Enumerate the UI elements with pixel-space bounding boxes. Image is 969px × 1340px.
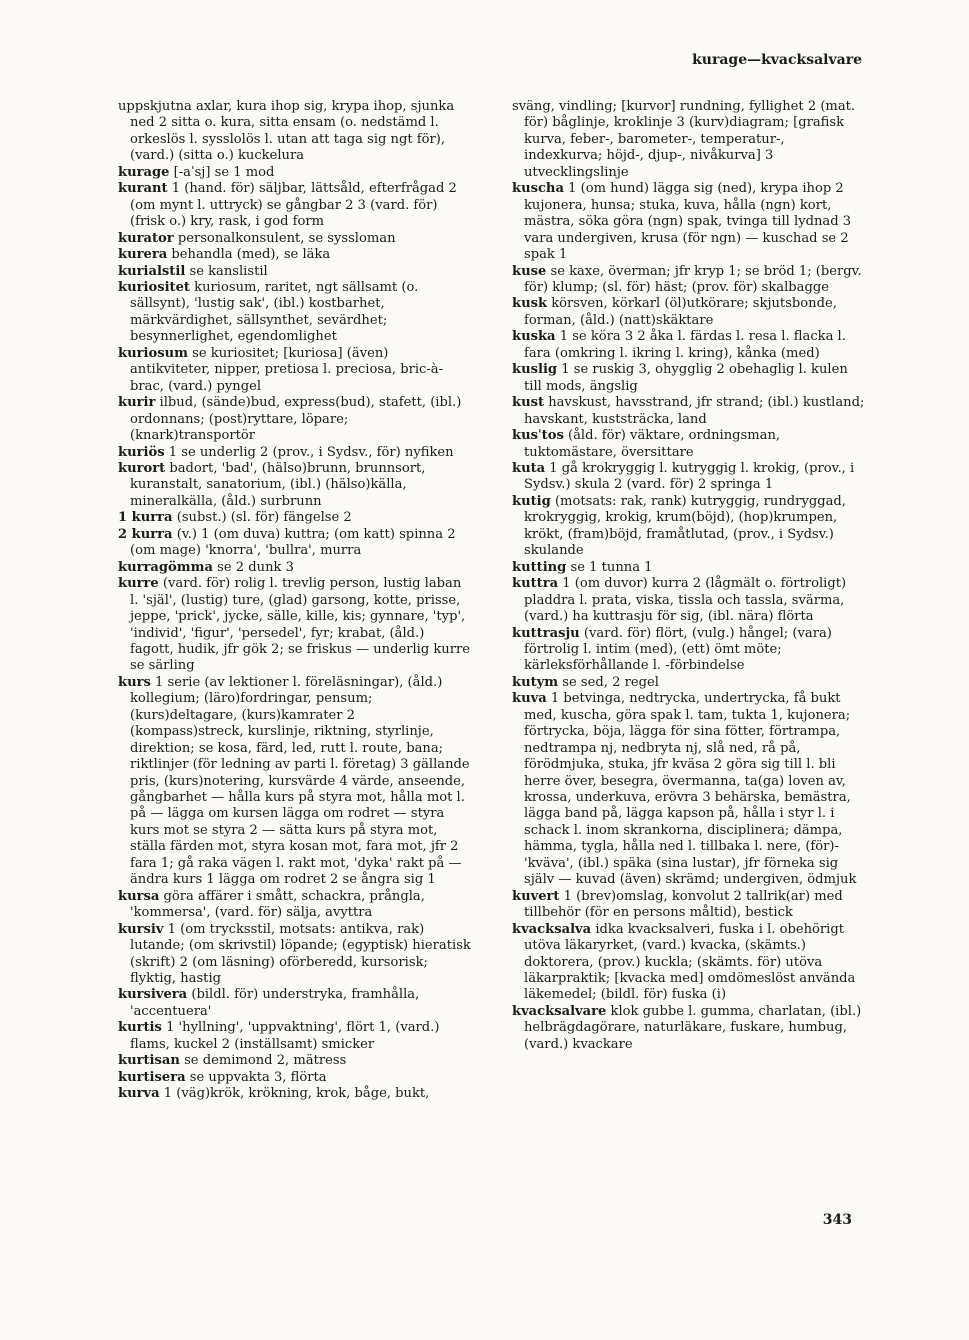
headword: kurage [118,164,170,180]
headword: kuriositet [118,279,190,295]
definition: 1 se köra 3 2 åka l. färdas l. resa l. flacka l. fara (omkring l. ikring l. kring), kånka (med) [524,329,846,361]
dictionary-entry [118,889,472,922]
definition: (bildl. för) understryka, framhålla, 'accentuera' [130,987,420,1019]
definition: 1 (om trycksstil, motsats: antikva, rak) lutande; (om skrivstil) löpande; (egyptisk) hieratisk (skrift) 2 (om läsning) oförberedd, kursorisk; flyktig, hastig [130,921,471,987]
definition: 1 (om duvor) kurra 2 (lågmält o. förtroligt) pladdra l. prata, viska, tissla och tassla, svärma, (vard.) ha kuttrasju för sig, (ibl. nära) flörta [524,576,847,625]
definition: badort, 'bad', (hälso)brunn, brunnsort, kuranstalt, sanatorium, (ibl.) (hälso)källa, mineralkälla, (åld.) surbrunn [130,460,426,509]
definition: (v.) 1 (om duva) kuttra; (om katt) spinna 2 (om mage) 'knorra', 'bullra', murra [130,526,456,559]
definition: se uppvakta 3, flörta [189,1069,327,1085]
dictionary-entry [118,1020,472,1053]
dictionary-entry [118,280,472,346]
headword: kurator [118,230,174,246]
headword: kuta [512,460,546,476]
definition: göra affärer i smått, schackra, prångla, 'kommersa', (vard. för) sälja, avyttra [130,888,425,921]
left-column [118,99,472,1103]
dictionary-entry [512,560,866,576]
definition: idka kvacksalveri, fuska i l. obehörigt utöva läkaryrket, (vard.) kvacka, (skämts.) doktorera, (prov.) kuckla; (skämts. för) utöva läkarpraktik; [kvacka med] omdömeslöst använda läkemedel; (bildl. för) fuska (i) [524,921,856,1003]
definition: se 2 dunk 3 [217,559,294,575]
definition: se kaxe, överman; jfr kryp 1; se bröd 1; (bergv. för) klump; (sl. för) häst; (prov. för) skalbagge [524,263,862,295]
headword: kurant [118,181,168,197]
definition: 1 'hyllning', 'uppvaktning', flört 1, (vard.) flams, kuckel 2 (inställsamt) smicker [130,1020,440,1052]
definition: 1 (om hund) lägga sig (ned), krypa ihop 2 kujonera, hunsa; stuka, kuva, hålla (ngn) kort, mästra, söka göra (ngn) spak, tvinga till lydnad 3 vara undergiven, krusa (för ngn) — kuschad se 2 spak 1 [524,181,852,263]
definition: 1 se ruskig 3, ohygglig 2 obehaglig l. kulen till mods, ängslig [524,362,848,394]
dictionary-entry [118,461,472,510]
headword: kurir [118,395,156,411]
headword: kuscha [512,181,564,197]
definition: personalkonsulent, se syssloman [177,230,396,246]
dictionary-entry [512,461,866,494]
headword: kurtis [118,1020,162,1036]
headword: kuska [512,329,556,345]
dictionary-entry [118,165,472,181]
definition: se demimond 2, mätress [184,1053,347,1069]
dictionary-entry [512,362,866,395]
headword: 1 kurra [118,510,173,526]
definition: 1 (väg)krök, krökning, krok, båge, bukt, [163,1086,430,1102]
headword: kurtisan [118,1053,180,1069]
dictionary-entry [118,247,472,263]
headword: kusk [512,296,548,312]
headword: kursa [118,888,160,904]
headword: kusˈtos [512,428,564,444]
dictionary-entry [512,922,866,1004]
definition: [-aˈsj] se 1 mod [173,164,275,180]
dictionary-entry [118,231,472,247]
definition: klok gubbe l. gumma, charlatan, (ibl.) helbrägdagörare, naturläkare, fuskare, humbug, (vard.) kvackare [524,1003,862,1052]
definition: 1 (hand. för) säljbar, lättsåld, efterfrågad 2 (om mynt l. uttryck) se gångbar 2 3 (vard. för) (frisk o.) kry, rask, i god form [130,181,457,230]
dictionary-entry [512,395,866,428]
headword: kutig [512,493,551,509]
dictionary-entry [118,1053,472,1069]
dictionary-entry [512,675,866,691]
definition: behandla (med), se läka [171,247,331,263]
dictionary-entry [118,560,472,576]
headword: kurs [118,674,151,690]
headword: kvacksalva [512,921,592,937]
definition: 1 serie (av lektioner l. föreläsningar), (åld.) kollegium; (läro)fordringar, pensum; (kurs)deltagare, (kurs)kamrater 2 (kompass)streck, kurslinje, riktning, styrlinje, direktion; se kosa, färd, led, rutt l. route, bana; riktlinjer (för ledning av parti l. företag) 3 gällande pris, (kurs)notering, kursvärde 4 värde, anseende, gångbarhet — hålla kurs på styra mot, hålla mot l. på — lägga om kursen lägga om rodret — styra kurs mot se styra 2 — sätta kurs på styra mot, ställa färden mot, styra kosan mot, fara mot, jfr 2 fara 1; gå raka vägen l. rakt mot, 'dyka' rakt på — ändra kurs 1 lägga om rodret 2 se ångra sig 1 [130,674,470,888]
dictionary-entry [118,395,472,444]
dictionary-entry [512,329,866,362]
headword: kurialstil [118,263,186,279]
right-column [512,99,866,1053]
dictionary-entry [512,181,866,263]
definition: (subst.) (sl. för) fängelse 2 [176,510,352,526]
dictionary-entry [118,99,472,165]
dictionary-entry [118,1086,472,1102]
headword: kurragömma [118,559,213,575]
headword: kurera [118,247,168,263]
definition: havskust, havsstrand, jfr strand; (ibl.) kustland; havskant, kuststräcka, land [524,395,865,427]
headword: kursivera [118,987,188,1003]
definition: 1 betvinga, nedtrycka, undertrycka, få bukt med, kuscha, göra spak l. tam, tukta 1, kujonera; förtrycka, böja, lägga för sina fötter, förtrampa, nedtrampa nj, nedbryta nj, slå ned, rå på, förödmjuka, stuka, jfr kväsa 2 göra sig till l. bli herre över, besegra, övermanna, ta(ga) loven av, krossa, underkuva, erövra 3 behärska, bemästra, lägga band på, lägga kapson på, hålla i styr l. i schack l. inom skrankorna, disciplinera; dämpa, hämma, tygla, hålla ned l. tillbaka l. nere, (för)-'kväva', (ibl.) späka (sina lustar), jfr förneka sig själv — kuvad (även) skrämd; undergiven, ödmjuk [524,691,857,888]
headword: kutting [512,559,567,575]
headword: kuslig [512,362,558,378]
headword: kuva [512,691,547,707]
dictionary-entry [512,296,866,329]
headword: kursiv [118,921,164,937]
dictionary-entry [118,576,472,675]
headword: kuriosum [118,345,188,361]
dictionary-entry [118,527,472,560]
headword: kuse [512,263,547,279]
definition: ilbud, (sände)bud, express(bud), stafett, (ibl.) ordonnans; (post)ryttare, löpare; (knark)transportör [130,395,462,444]
headword: kuttrasju [512,625,580,641]
definition: uppskjutna axlar, kura ihop sig, krypa ihop, sjunka ned 2 sitta o. kura, sitta ensam (o. nedstämd l. orkeslös l. sysslolös l. utan att taga sig ngt för), (vard.) (sitta o.) kuckelura [118,99,455,164]
dictionary-entry [512,99,866,181]
dictionary-entry [118,922,472,988]
dictionary-entry [118,264,472,280]
dictionary-entry [512,576,866,625]
definition: (vard. för) flört, (vulg.) hångel; (vara) förtrolig l. intim (med), (ett) ömt möte; kärleksförhållande l. -förbindelse [524,625,832,674]
dictionary-entry [512,889,866,922]
running-head: kurage—kvacksalvare [692,52,862,68]
dictionary-entry [512,691,866,888]
definition: se 1 tunna 1 [570,559,653,575]
dictionary-entry [118,181,472,230]
definition: 1 se underlig 2 (prov., i Sydsv., för) nyfiken [168,444,454,460]
dictionary-entry [512,626,866,675]
dictionary-entry [118,1070,472,1086]
headword: kurort [118,460,166,476]
definition: 1 gå krokryggig l. kutryggig l. krokig, (prov., i Sydsv.) skula 2 (vard. för) 2 springa 1 [524,460,855,493]
definition: (åld. för) väktare, ordningsman, tuktomästare, översittare [524,428,781,460]
dictionary-entry [118,445,472,461]
dictionary-entry [118,675,472,889]
definition: (motsats: rak, rank) kutryggig, rundryggad, krokryggig, krokig, krum(böjd), (hop)krumpen, krökt, (fram)böjd, framåtlutad, (prov., i Sydsv.) skulande [524,493,846,559]
dictionary-entry [512,264,866,297]
dictionary-entry [118,987,472,1020]
dictionary-entry [512,494,866,560]
definition: se kuriositet; [kuriosa] (även) antikviteter, nipper, pretiosa l. preciosa, bric-à-brac, (vard.) pyngel [130,345,444,394]
definition: (vard. för) rolig l. trevlig person, lustig laban l. 'själ', (lustig) ture, (glad) garsong, kotte, prisse, jeppe, 'prick', jycke, sälle, kille, kis; gynnare, 'typ', 'individ', 'figur', 'persedel', fyr; krabat, (åld.) fagott, hudik, jfr gök 2; se friskus — underlig kurre se särling [130,576,471,674]
dictionary-entry [512,1004,866,1053]
headword: kuttra [512,576,559,592]
definition: 1 (brev)omslag, konvolut 2 tallrik(ar) med tillbehör (för en persons måltid), bestick [524,888,843,921]
dictionary-entry [118,346,472,395]
definition: sväng, vindling; [kurvor] rundning, fyllighet 2 (mat. för) båglinje, kroklinje 3 (kurv)diagram; [grafisk kurva, feber-, barometer-, temperatur-, indexkurva; höjd-, djup-, nivåkurva] 3 utvecklingslinje [512,99,856,180]
definition: kuriosum, raritet, ngt sällsamt (o. sällsynt), 'lustig sak', (ibl.) kostbarhet, märkvärdighet, sällsynthet, sevärdhet; besynnerlighet, egendomlighet [130,279,419,345]
definition: se sed, 2 regel [562,674,659,690]
page-number: 343 [822,1212,852,1228]
headword: kurre [118,576,159,592]
dictionary-entry [118,510,472,526]
headword: kurtisera [118,1069,186,1085]
headword: kvacksalvare [512,1003,607,1019]
definition: se kanslistil [189,263,268,279]
headword: kutym [512,674,559,690]
headword: kuriös [118,444,165,460]
headword: kust [512,395,545,411]
dictionary-entry [512,428,866,461]
headword: kuvert [512,888,560,904]
headword: kurva [118,1086,160,1102]
definition: körsven, körkarl (öl)utkörare; skjutsbonde, forman, (åld.) (natt)skäktare [524,296,837,328]
headword: 2 kurra [118,526,173,542]
